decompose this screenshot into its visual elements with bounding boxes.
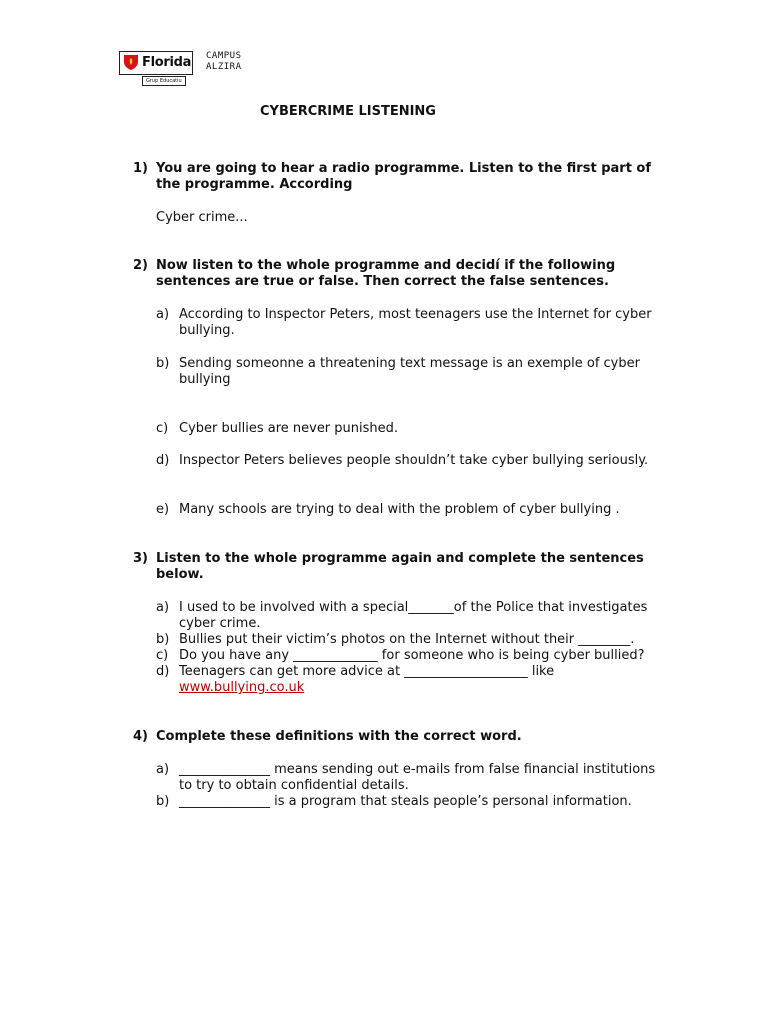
question-2 (133, 258, 663, 290)
list-item (156, 307, 666, 339)
item-text: Bullies put their victim’s photos on the Internet without their ________. (179, 632, 635, 647)
item-letter: b) (156, 632, 170, 647)
campus-line-1: CAMPUS (206, 51, 242, 61)
list-item (156, 600, 666, 632)
item-letter: d) (156, 453, 170, 468)
logo-box (119, 51, 193, 84)
item-text: I used to be involved with a special_______of the Police that investigates cyber crime. (179, 600, 648, 631)
question-4 (133, 729, 663, 745)
item-letter: d) (156, 664, 170, 679)
list-item (156, 356, 666, 388)
answer-prompt: Cyber crime... (156, 210, 248, 225)
question-3 (133, 551, 663, 583)
campus-label (206, 51, 242, 73)
item-letter: a) (156, 600, 170, 615)
item-text: Cyber bullies are never punished. (179, 421, 399, 436)
item-text: Sending someonne a threatening text message is an exemple of cyber bullying (179, 356, 640, 387)
list-item (156, 664, 666, 696)
question-text: Listen to the whole programme again and complete the sentences below. (156, 551, 644, 582)
item-text: Inspector Peters believes people shouldn’t take cyber bullying seriously. (179, 453, 649, 468)
item-text: Do you have any _____________ for someone who is being cyber bullied? (179, 648, 645, 663)
item-letter: a) (156, 762, 170, 777)
item-letter: c) (156, 421, 169, 436)
item-letter: e) (156, 502, 170, 517)
list-item (156, 794, 666, 810)
item-letter: b) (156, 794, 170, 809)
question-number: 1) (133, 161, 148, 176)
list-item (156, 502, 666, 518)
florida-logo (119, 51, 242, 84)
list-item (156, 762, 666, 794)
list-item (156, 632, 666, 648)
campus-line-2: ALZIRA (206, 62, 242, 72)
item-text: ______________ means sending out e-mails from false financial institutions to try to obtain confidential details. (179, 762, 656, 793)
list-item (156, 421, 666, 437)
item-letter: a) (156, 307, 170, 322)
list-item (156, 453, 666, 469)
question-text: You are going to hear a radio programme. Listen to the first part of the programme. According (156, 161, 652, 192)
item-text (179, 664, 666, 696)
bullying-website-link[interactable]: www.bullying.co.uk (179, 680, 305, 695)
list-item (156, 648, 666, 664)
item-letter: b) (156, 356, 170, 371)
item-text: According to Inspector Peters, most teenagers use the Internet for cyber bullying. (179, 307, 652, 338)
shield-icon (123, 54, 139, 71)
item-text: ______________ is a program that steals people’s personal information. (179, 794, 632, 809)
question-text: Now listen to the whole programme and decidí if the following sentences are true or false. Then correct the false sentences. (156, 258, 616, 289)
logo-name: Florida (142, 55, 192, 70)
page-title: CYBERCRIME LISTENING (260, 104, 436, 119)
question-number: 4) (133, 729, 148, 744)
item-text-main: Teenagers can get more advice at ___________________ like (179, 664, 555, 679)
item-text: Many schools are trying to deal with the problem of cyber bullying . (179, 502, 620, 517)
logo-subtitle: Grup Educatiu (142, 76, 186, 86)
item-letter: c) (156, 648, 169, 663)
question-1 (133, 161, 663, 193)
question-number: 3) (133, 551, 148, 566)
question-text: Complete these definitions with the correct word. (156, 729, 522, 744)
question-number: 2) (133, 258, 148, 273)
